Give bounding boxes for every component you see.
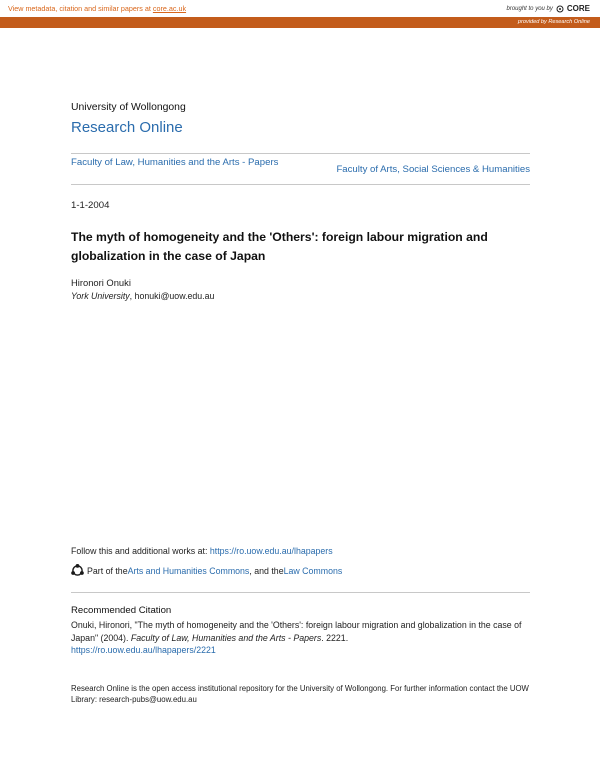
header-divider-top: [71, 153, 530, 154]
provided-by-bar: [0, 17, 600, 28]
core-banner: [0, 0, 600, 17]
commons-network-icon: [71, 564, 84, 577]
author-institution: York University: [71, 291, 130, 301]
faculty-arts-link[interactable]: Faculty of Arts, Social Sciences & Humanities: [336, 164, 530, 175]
citation-text: [71, 619, 529, 657]
arts-humanities-commons-link[interactable]: Arts and Humanities Commons: [127, 565, 250, 576]
law-commons-link[interactable]: Law Commons: [283, 565, 343, 576]
follow-text: Follow this and additional works at:: [71, 546, 210, 556]
citation-heading: Recommended Citation: [71, 605, 172, 616]
author-email: , honuki@uow.edu.au: [129, 291, 215, 301]
part-of-text: Part of the: [87, 565, 128, 576]
follow-url-link[interactable]: https://ro.uow.edu.au/lhapapers: [209, 546, 333, 556]
publication-date: 1-1-2004: [71, 200, 110, 211]
core-link[interactable]: core.ac.uk: [152, 4, 187, 13]
citation-url-link[interactable]: https://ro.uow.edu.au/lhapapers/2221: [71, 645, 216, 655]
follow-works: [71, 546, 333, 556]
university-name: University of Wollongong: [71, 102, 186, 113]
core-logo[interactable]: CORE: [566, 4, 590, 13]
citation-divider: [71, 592, 530, 593]
citation-journal: Faculty of Law, Humanities and the Arts - Papers: [130, 632, 322, 643]
author-affiliation: [71, 291, 214, 301]
core-notice-text: View metadata, citation and similar papers at: [8, 4, 153, 13]
and-text: , and the: [249, 565, 284, 576]
provided-by-text: provided by Research Online: [517, 19, 590, 25]
part-of-commons: [71, 564, 342, 577]
brought-by-text: brought to you by: [506, 5, 553, 12]
author-name: Hironori Onuki: [71, 277, 131, 288]
header-divider-bottom: [71, 184, 530, 185]
paper-title: The myth of homogeneity and the 'Others': foreign labour migration and globalization in the case of Japan: [71, 230, 488, 263]
core-logo-icon: [556, 5, 564, 13]
citation-number: . 2221.: [321, 632, 349, 643]
citation-body: Onuki, Hironori, "The myth of homogeneity and the 'Others': foreign labour migration and globalization in the case of Japan" (2004).: [71, 620, 522, 643]
faculty-law-link[interactable]: Faculty of Law, Humanities and the Arts - Papers: [71, 157, 279, 168]
repository-link[interactable]: Research Online: [71, 119, 183, 136]
core-metadata-notice: [0, 4, 186, 13]
core-brand: [507, 4, 600, 13]
footer-notice: Research Online is the open access institutional repository for the University of Wollongong. For further information contact the UOW Library: research-pubs@uow.edu.au: [71, 684, 529, 704]
